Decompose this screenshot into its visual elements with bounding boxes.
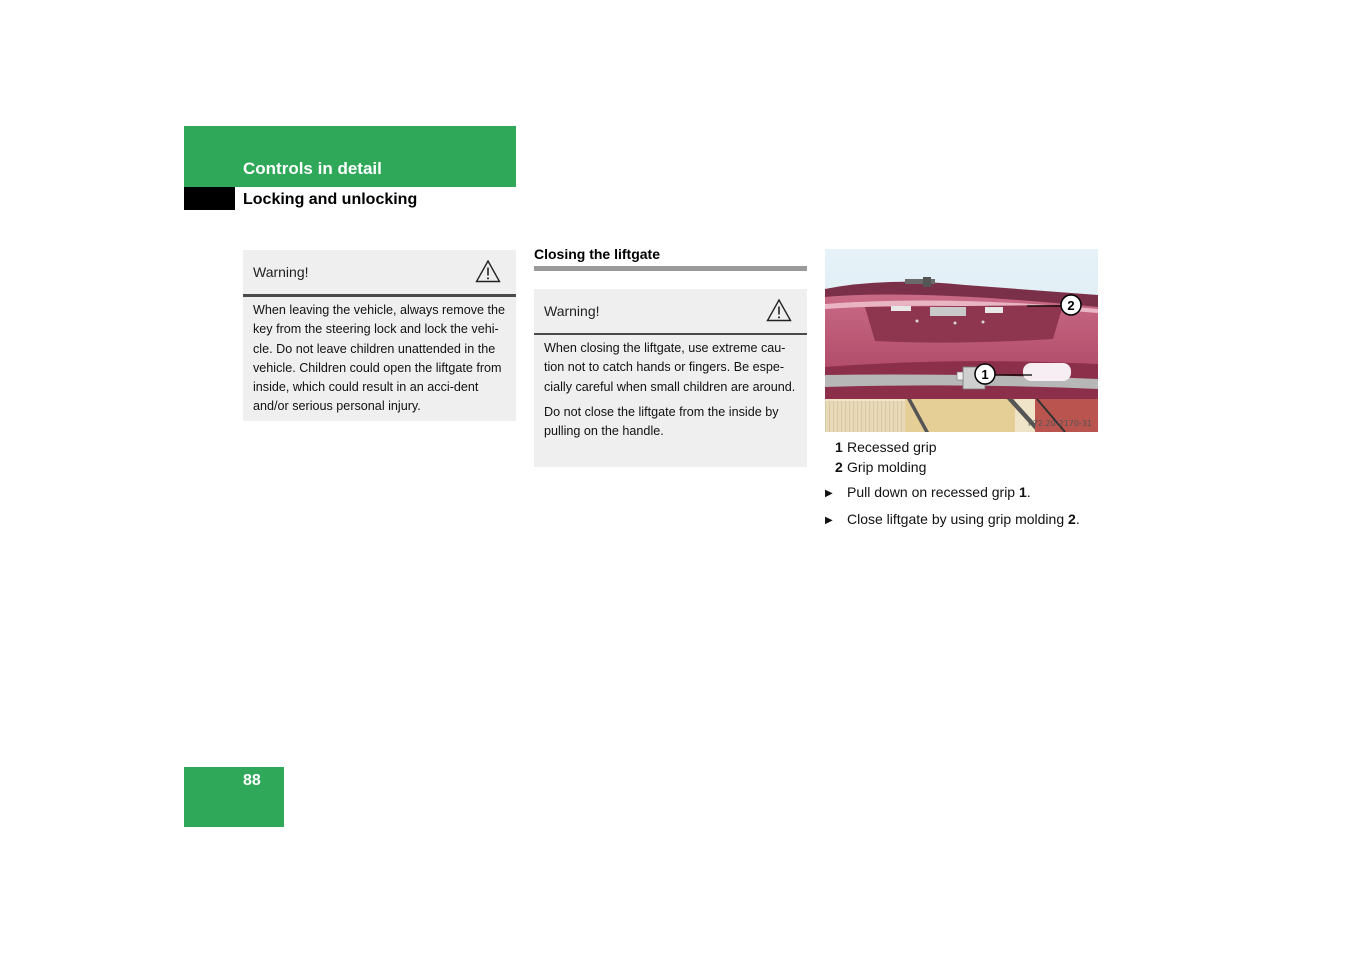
step-ref: 1 xyxy=(1019,484,1027,500)
step-end: . xyxy=(1026,484,1031,500)
legend-number: 1 xyxy=(835,439,843,455)
step-end: . xyxy=(1075,511,1080,527)
warning-paragraph-1: When closing the liftgate, use extreme cau-tion not to catch hands or fingers. Be espe-cially careful when small children are around. xyxy=(544,341,796,394)
legend-text: Grip molding xyxy=(847,459,927,475)
liftgate-illustration xyxy=(825,249,1098,432)
image-code: P72.20-2170-31 xyxy=(1028,419,1093,428)
warning-box-closing xyxy=(534,289,807,467)
instruction-step xyxy=(825,484,1031,500)
legend-item xyxy=(835,437,937,457)
page-number-box xyxy=(184,767,284,827)
heading-rule xyxy=(534,266,807,271)
warning-box-left xyxy=(243,250,516,421)
page-number: 88 xyxy=(243,772,261,789)
section-title: Controls in detail xyxy=(243,159,382,178)
warning-paragraph: When leaving the vehicle, always remove the key from the steering lock and lock the vehi-cle. Do not leave children unattended in the vehicle. Children could open the liftgate from inside, which could result in an acci-dent and/or serious personal injury. xyxy=(253,303,506,414)
step-text: Pull down on recessed grip xyxy=(847,484,1019,500)
warning-text xyxy=(534,335,807,447)
legend-text: Recessed grip xyxy=(847,439,937,455)
triangle-bullet-icon: ▶ xyxy=(825,488,833,499)
step-text: Close liftgate by using grip molding xyxy=(847,511,1069,527)
warning-paragraph-2: Do not close the liftgate from the inside by pulling on the handle. xyxy=(544,404,779,439)
warning-triangle-icon xyxy=(766,298,792,322)
warning-label: Warning! xyxy=(544,303,600,319)
triangle-bullet-icon: ▶ xyxy=(825,515,833,526)
subsection-title: Locking and unlocking xyxy=(243,191,418,208)
instruction-step xyxy=(825,511,1080,527)
warning-header xyxy=(243,250,516,297)
legend-item xyxy=(835,457,937,477)
legend-number: 2 xyxy=(835,459,843,475)
liftgate-drawing xyxy=(825,249,1098,432)
callout-2: 2 xyxy=(1067,298,1075,313)
warning-label: Warning! xyxy=(253,264,309,280)
warning-text xyxy=(243,297,516,423)
warning-header xyxy=(534,289,807,335)
callout-1: 1 xyxy=(981,367,989,382)
illustration-legend xyxy=(835,437,937,477)
step-ref: 2 xyxy=(1068,511,1076,527)
closing-liftgate-heading: Closing the liftgate xyxy=(534,246,660,262)
header-marker xyxy=(184,187,235,210)
warning-triangle-icon xyxy=(475,259,501,283)
